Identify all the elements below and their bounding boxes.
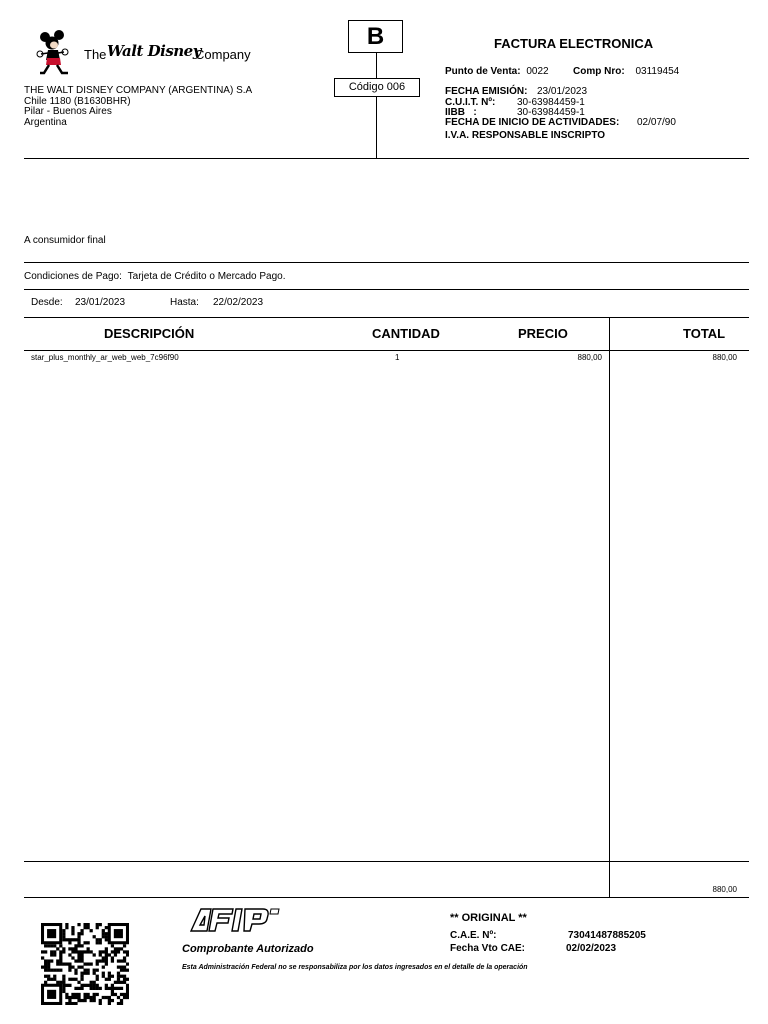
punto-venta-value: 0022 bbox=[526, 66, 549, 77]
iva-condition: I.V.A. RESPONSABLE INSCRIPTO bbox=[445, 130, 606, 141]
header-precio: PRECIO bbox=[518, 326, 568, 341]
period-desde-value: 23/01/2023 bbox=[75, 297, 126, 308]
punto-venta-label: Punto de Venta: bbox=[445, 66, 521, 77]
logo-suffix: Company bbox=[195, 47, 251, 62]
company-address-1: Chile 1180 (B1630BHR) bbox=[24, 95, 131, 107]
period-hasta-value: 22/02/2023 bbox=[213, 297, 264, 308]
divider bbox=[376, 52, 377, 78]
iibb-value: 30-63984459-1 bbox=[517, 107, 585, 118]
divider bbox=[24, 262, 749, 263]
mickey-icon bbox=[32, 30, 80, 76]
comp-nro-value: 03119454 bbox=[635, 66, 680, 77]
divider bbox=[24, 350, 749, 351]
invoice-code: Código 006 bbox=[334, 78, 420, 97]
logo-prefix: The bbox=[84, 47, 107, 62]
vto-label: Fecha Vto CAE: bbox=[450, 943, 526, 954]
period-hasta-label: Hasta: bbox=[170, 297, 199, 308]
original-label: ** ORIGINAL ** bbox=[450, 912, 527, 924]
row-precio: 880,00 bbox=[577, 353, 602, 362]
logo-brand: Walt Disney bbox=[107, 42, 201, 60]
inicio-value: 02/07/90 bbox=[637, 117, 676, 128]
iibb-label: IIBB : bbox=[445, 107, 477, 118]
qr-code bbox=[41, 923, 129, 1005]
header-cantidad: CANTIDAD bbox=[372, 326, 440, 341]
afip-logo bbox=[189, 908, 281, 932]
punto-venta bbox=[445, 66, 549, 77]
divider bbox=[24, 861, 749, 862]
doc-title: FACTURA ELECTRONICA bbox=[494, 36, 654, 51]
row-descripcion: star_plus_monthly_ar_web_web_7c96f90 bbox=[31, 353, 179, 362]
divider bbox=[24, 897, 749, 898]
company-name: THE WALT DISNEY COMPANY (ARGENTINA) S.A bbox=[24, 85, 253, 96]
comp-nro-label: Comp Nro: bbox=[573, 66, 625, 77]
divider bbox=[24, 289, 749, 290]
period-desde-label: Desde: bbox=[31, 297, 63, 308]
fecha-emision-label: FECHA EMISIÓN: bbox=[445, 86, 528, 97]
company-info bbox=[24, 86, 252, 128]
inicio-label: FECHA DE INICIO DE ACTIVIDADES: bbox=[445, 117, 620, 128]
company-logo bbox=[32, 30, 252, 76]
cae-value: 73041487885205 bbox=[568, 930, 646, 941]
payment-label: Condiciones de Pago: bbox=[24, 271, 122, 282]
comprobante-autorizado: Comprobante Autorizado bbox=[182, 943, 314, 955]
company-address-2: Pilar - Buenos Aires bbox=[24, 106, 112, 117]
row-total: 880,00 bbox=[712, 353, 737, 362]
comp-nro bbox=[573, 66, 679, 77]
cae-label: C.A.E. Nº: bbox=[450, 930, 497, 941]
fecha-emision-value: 23/01/2023 bbox=[537, 86, 588, 97]
cuit-label: C.U.I.T. Nº: bbox=[445, 97, 496, 108]
header-descripcion: DESCRIPCIÓN bbox=[104, 326, 195, 341]
disclaimer: Esta Administración Federal no se responsabiliza por los datos ingresados en el detalle de la operación bbox=[182, 964, 528, 971]
column-divider bbox=[609, 317, 610, 897]
divider bbox=[24, 158, 749, 159]
invoice-letter: B bbox=[348, 20, 403, 53]
payment-conditions bbox=[24, 271, 286, 282]
row-cantidad: 1 bbox=[395, 353, 400, 362]
divider bbox=[376, 97, 377, 158]
header-total: TOTAL bbox=[683, 326, 726, 341]
company-country: Argentina bbox=[24, 116, 67, 128]
client-label: A consumidor final bbox=[24, 235, 106, 246]
grand-total: 880,00 bbox=[712, 885, 737, 894]
vto-value: 02/02/2023 bbox=[566, 943, 617, 954]
payment-value: Tarjeta de Crédito o Mercado Pago. bbox=[127, 271, 286, 282]
cuit-value: 30-63984459-1 bbox=[517, 97, 585, 108]
divider bbox=[24, 317, 749, 318]
